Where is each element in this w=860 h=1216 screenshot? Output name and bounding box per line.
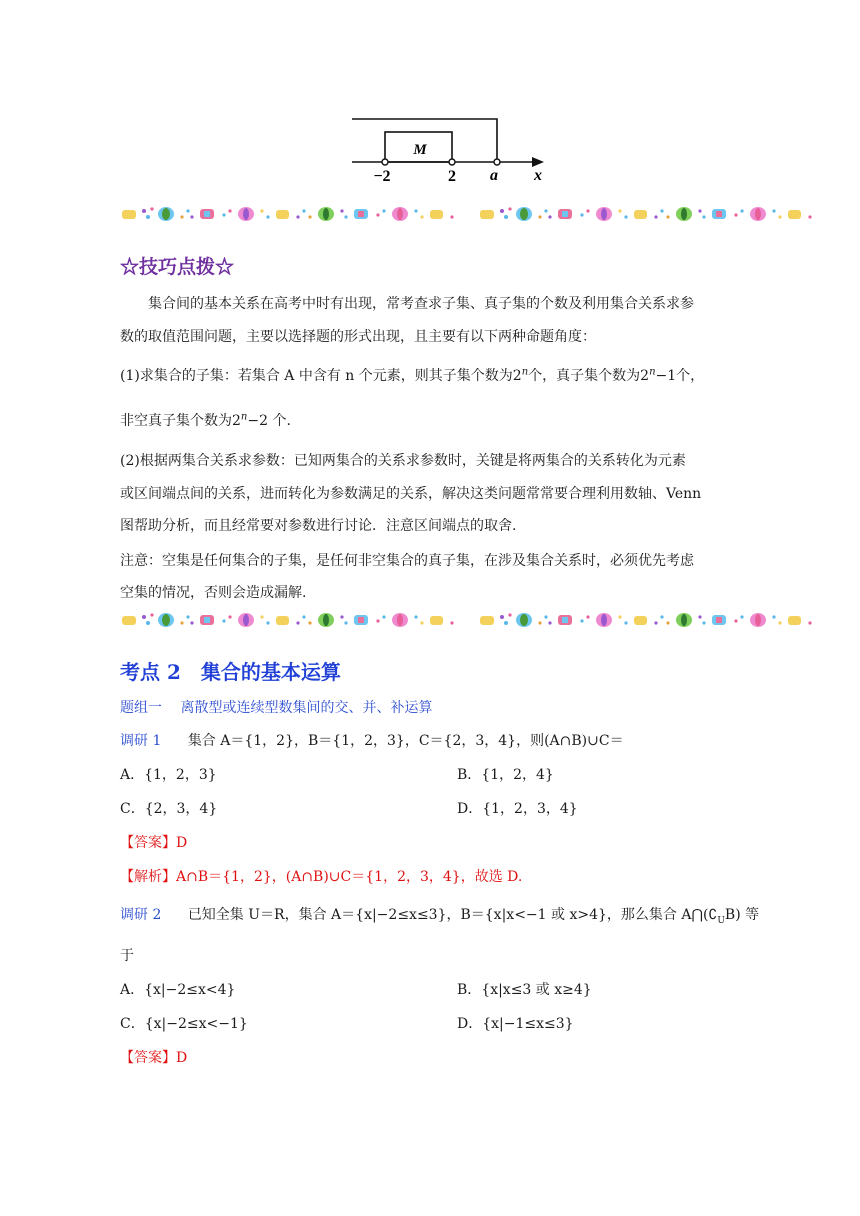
- section-title: 考点 2 集合的基本运算: [120, 660, 341, 684]
- pow-2n-c: 2$^n$: [232, 411, 248, 429]
- q2-option-a: A．{x|−2≤x<4}: [120, 982, 236, 998]
- q2-answer: 【答案】D: [120, 1050, 188, 1066]
- q1-label: 调研 1: [120, 733, 162, 749]
- item1-text-a: (1)求集合的子集：若集合 A 中含有 n 个元素，则其子集个数为: [120, 368, 513, 384]
- tick-2: 2: [448, 168, 456, 185]
- item1-text-b: 个，真子集个数为: [528, 368, 641, 384]
- tips-intro-line1: 集合间的基本关系在高考中时有出现，常考查求子集、真子集的个数及利用集合关系求参: [148, 296, 694, 312]
- q2-stem-line2: 于: [120, 948, 134, 964]
- q1-option-a: A．{1，2，3}: [120, 767, 217, 783]
- tips-note-line2: 空集的情况，否则会造成漏解.: [120, 585, 307, 601]
- item1-text-c: −1个，: [655, 368, 705, 384]
- q1-option-c: C．{2，3，4}: [120, 801, 218, 817]
- tips-intro-line2: 数的取值范围问题，主要以选择题的形式出现，且主要有以下两种命题角度：: [120, 329, 596, 345]
- q2-option-b: B．{x|x≤3 或 x≥4}: [457, 982, 592, 998]
- tips-item2-line1: (2)根据两集合关系求参数：已知两集合的关系求参数时，关键是将两集合的关系转化为元素: [120, 453, 686, 469]
- q1-option-d: D．{1，2，3，4}: [457, 801, 578, 817]
- q1-stem-row: [120, 731, 624, 751]
- tips-heading: ☆技巧点拨☆: [120, 256, 235, 278]
- q1-answer: 【答案】D: [120, 835, 188, 851]
- q2-stem: 已知全集 U＝R，集合 A＝{x|−2≤x≤3}，B＝{x|x<−1 或 x>4}，那么集合 $A⋂(∁_UB)$ 等: [187, 907, 760, 926]
- group1-heading: 题组一 离散型或连续型数集间的交、并、补运算: [120, 700, 433, 716]
- decorative-border-top: [120, 203, 816, 225]
- tips-item1-line1: [120, 366, 704, 386]
- tips-item1-line2: 非空真子集个数为$2^n-2$ 个.: [120, 411, 291, 429]
- q1-stem: 集合 A＝{1，2}，B＝{1，2，3}，C＝{2，3，4}，则(A∩B)∪C＝: [187, 733, 624, 749]
- q1-option-b: B．{1，2，4}: [457, 767, 554, 783]
- decorative-border-bottom: [120, 609, 816, 631]
- q2-stem-row: [120, 905, 759, 931]
- axis-label-x: x: [534, 167, 542, 184]
- set-m-label: M: [413, 142, 427, 158]
- q2-option-d: D．{x|−1≤x≤3}: [457, 1016, 574, 1032]
- q1-analysis: 【解析】A∩B＝{1，2}，(A∩B)∪C＝{1，2，3，4}，故选 D.: [120, 869, 523, 885]
- tips-item2-line3: 图帮助分析，而且经常要对参数进行讨论．注意区间端点的取舍.: [120, 518, 517, 534]
- q2-label: 调研 2: [120, 907, 162, 923]
- q2-option-c: C．{x|−2≤x<−1}: [120, 1016, 248, 1032]
- tips-item2-line2: 或区间端点间的关系，进而转化为参数满足的关系，解决这类问题常常要合理利用数轴、Venn: [120, 486, 702, 502]
- tick-a: a: [490, 167, 498, 184]
- tick-neg2: −2: [373, 168, 391, 185]
- tips-note-line1: 注意：空集是任何集合的子集，是任何非空集合的真子集，在涉及集合关系时，必须优先考虑: [120, 553, 694, 569]
- number-line-figure: [340, 108, 560, 188]
- pow-2n-b: 2$^n$: [640, 366, 656, 384]
- pow-2n-a: 2$^n$: [512, 366, 529, 384]
